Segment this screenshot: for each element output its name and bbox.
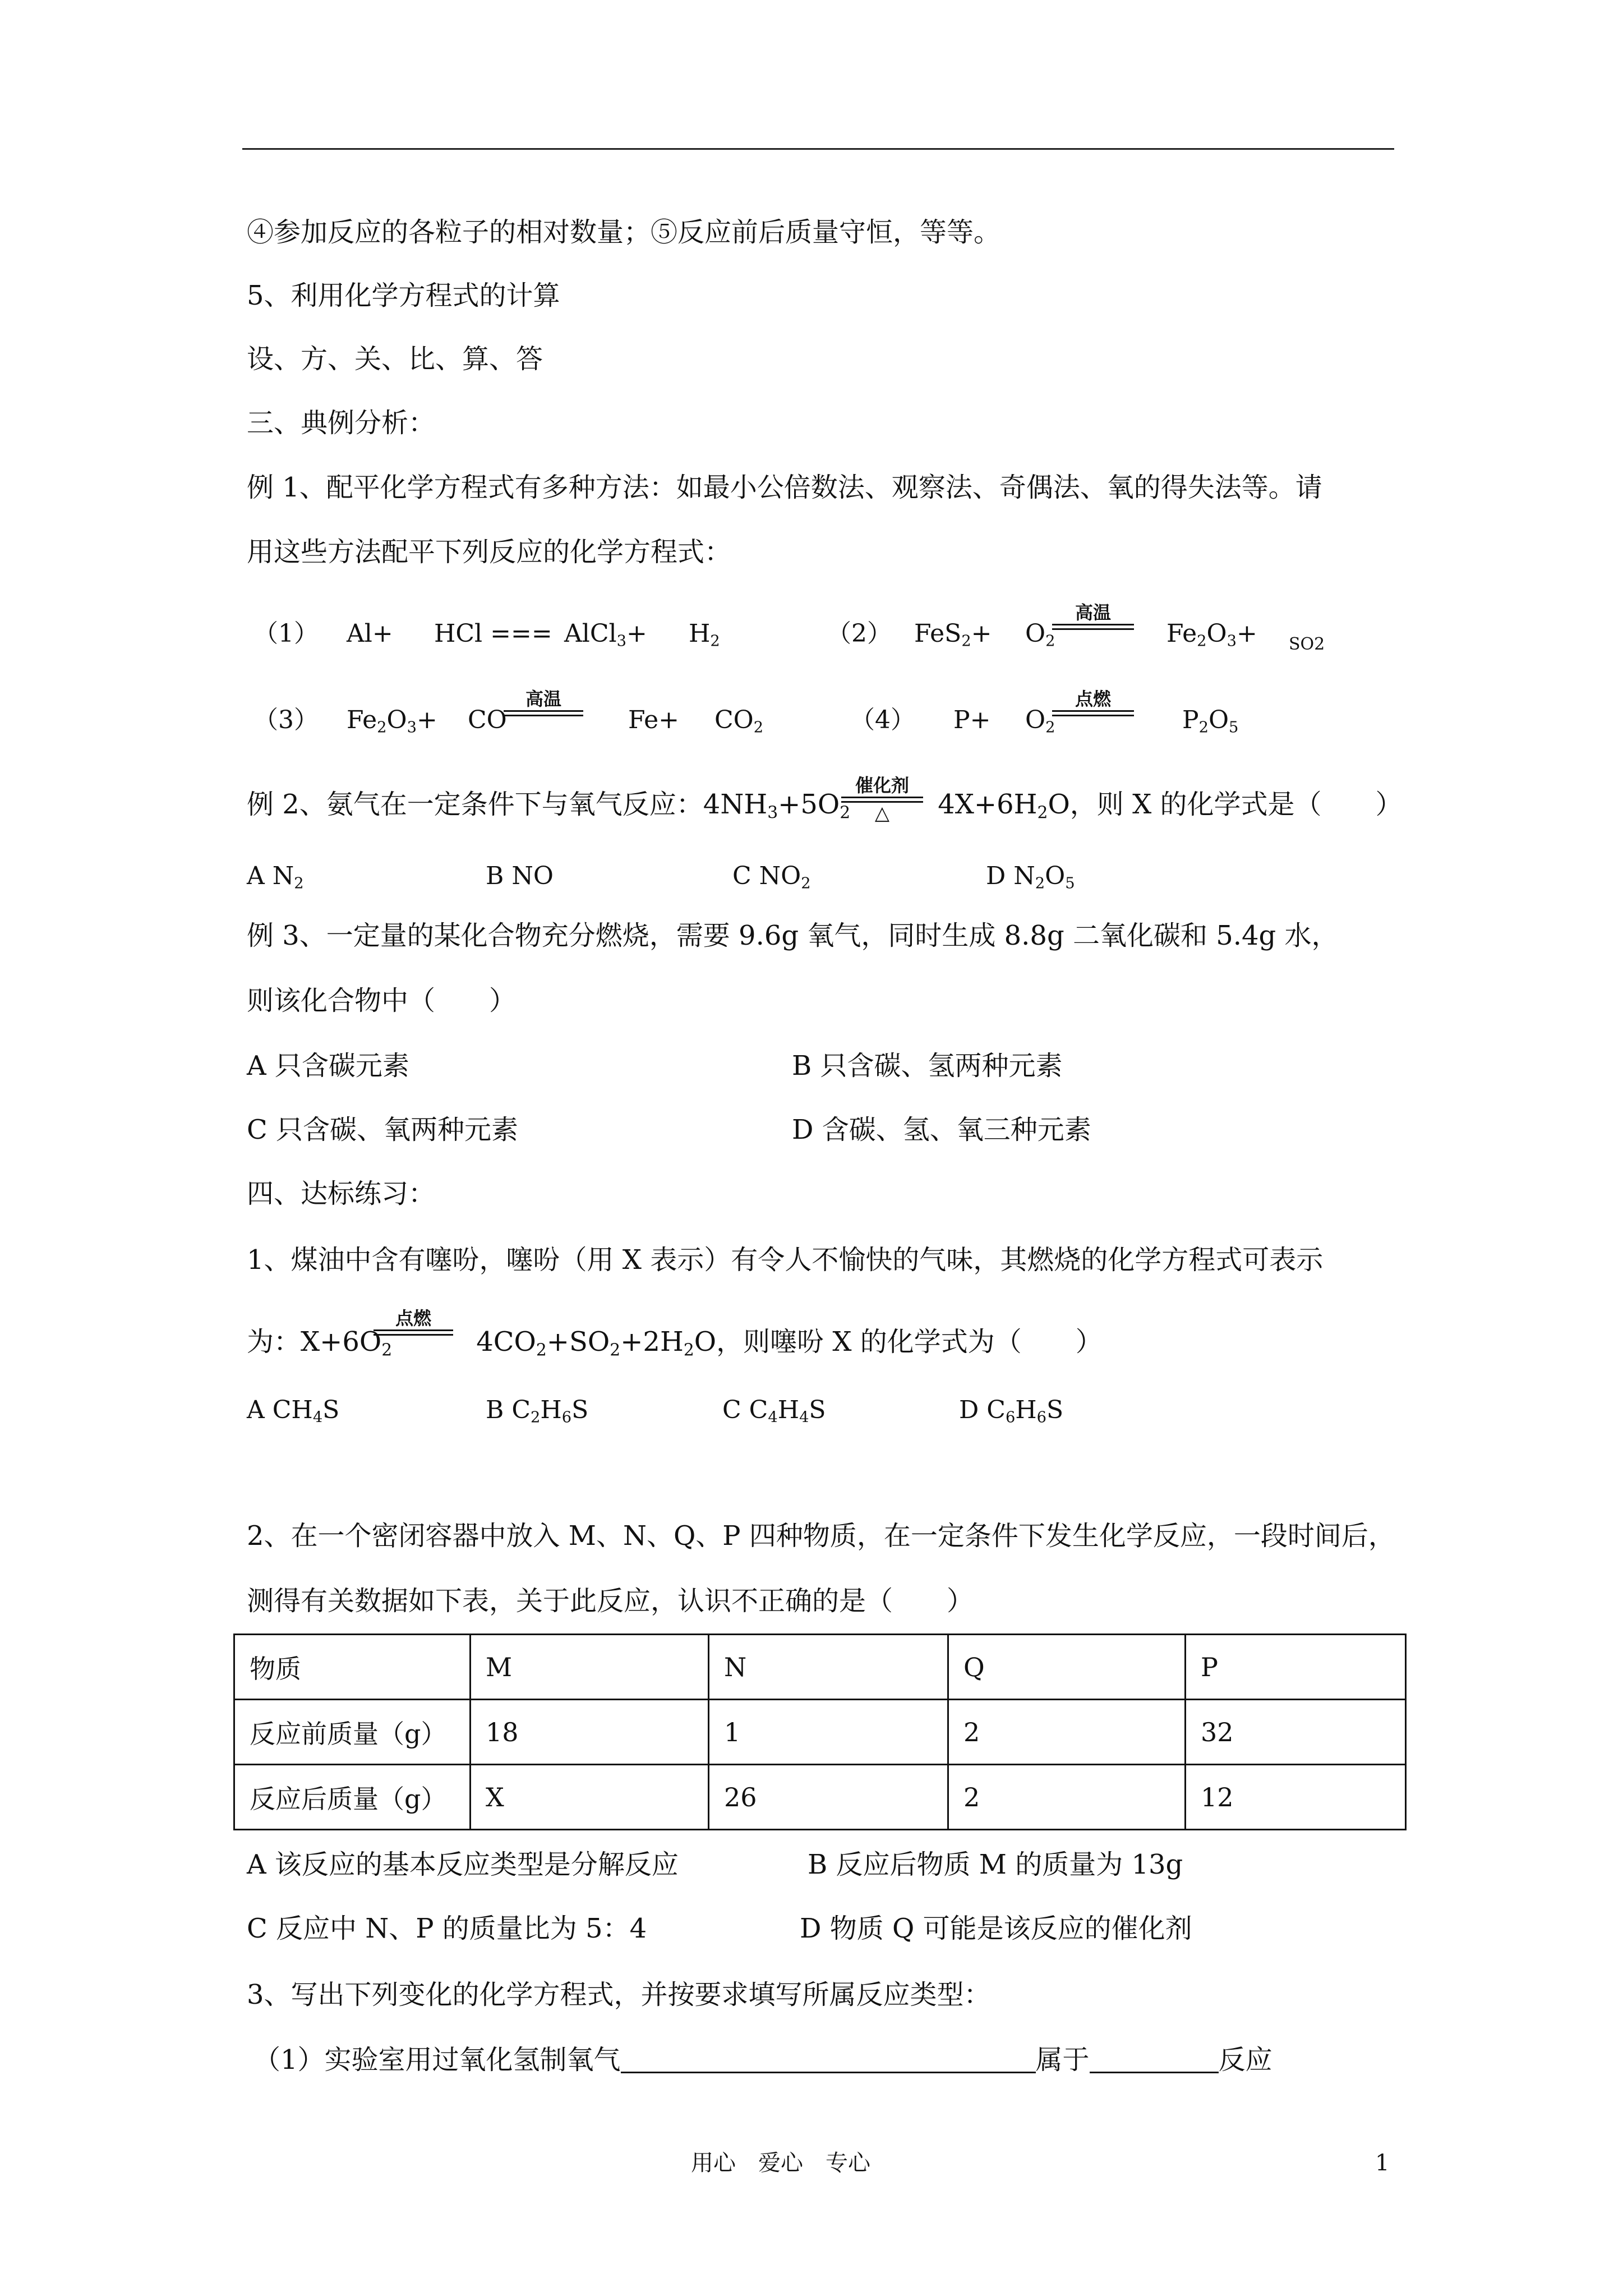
option-c[interactable]: C $NO_2$	[732, 862, 811, 892]
equation-4-term: P+	[953, 706, 991, 734]
option-b[interactable]: B NO	[486, 862, 554, 890]
table-row	[234, 1765, 1406, 1830]
reaction-type-blank[interactable]	[1090, 2049, 1219, 2073]
reaction-condition-arrow	[504, 690, 583, 716]
option-a[interactable]: A $CH_4S$	[247, 1396, 340, 1427]
condition-label: 高温	[525, 688, 561, 710]
equation-3-term: $Fe_2O_3+$	[347, 706, 437, 737]
question-3-sub-1: （1）实验室用过氧化氢制氧气 属于 反应	[253, 2044, 1272, 2076]
example-3-text: 则该化合物中（ ）	[247, 985, 517, 1016]
option-d[interactable]: D 物质 Q 可能是该反应的催化剂	[800, 1913, 1192, 1944]
equals-bar	[504, 710, 583, 716]
mass-data-table	[233, 1634, 1407, 1830]
example-1-text: 例 1、配平化学方程式有多种方法：如最小公倍数法、观察法、奇偶法、氧的得失法等。请	[247, 472, 1322, 503]
option-c[interactable]: C 反应中 N、P 的质量比为 5：4	[247, 1913, 647, 1944]
option-b[interactable]: B $C_2H_6S$	[486, 1396, 589, 1427]
option-b[interactable]: B 只含碳、氢两种元素	[792, 1050, 1063, 1082]
equation-3-term: Fe+	[628, 706, 680, 734]
table-header-cell: 物质	[234, 1635, 471, 1700]
equation-3-term: CO	[468, 706, 507, 734]
equals-bar	[1052, 624, 1134, 630]
table-header-cell: P	[1186, 1635, 1406, 1700]
equation-1-term: AlCl$_3$+	[564, 619, 647, 650]
table-cell: 26	[709, 1765, 948, 1830]
example-1-text: 用这些方法配平下列反应的化学方程式：	[247, 536, 732, 568]
equation-4-term: $O_2$	[1025, 706, 1055, 737]
equation-2-term: FeS$_2$+	[914, 619, 992, 650]
table-cell: 12	[1186, 1765, 1406, 1830]
page-number: 1	[1375, 2150, 1390, 2176]
section-heading: 5、利用化学方程式的计算	[247, 280, 560, 311]
equation-1-number: （1）	[253, 619, 319, 648]
question-1-text: 1、煤油中含有噻吩，噻吩（用 X 表示）有令人不愉快的气味，其燃烧的化学方程式可表示	[247, 1244, 1324, 1276]
condition-label: 催化剂	[855, 775, 909, 796]
equation-2-term: $O_2$	[1025, 619, 1055, 650]
condition-label: 点燃	[1075, 688, 1111, 710]
equation-2-number: （2）	[827, 619, 892, 648]
section-heading: 三、典例分析：	[247, 407, 436, 439]
table-header-cell: Q	[948, 1635, 1186, 1700]
equation-1-term: $H_2$	[689, 619, 720, 650]
header-rule	[242, 148, 1394, 150]
question-2-text: 测得有关数据如下表，关于此反应，认识不正确的是（ ）	[247, 1585, 974, 1617]
table-row	[234, 1635, 1406, 1700]
equation-4-term: $P_2O_5$	[1182, 706, 1239, 737]
table-cell: 2	[948, 1765, 1186, 1830]
equation-2-term: SO2	[1289, 634, 1325, 654]
equals-bar	[374, 1329, 453, 1336]
condition-label: 高温	[1075, 602, 1111, 623]
equals-bar	[1052, 710, 1134, 716]
equation-1-term: HCl ===	[434, 619, 552, 648]
reaction-condition-arrow	[1052, 604, 1134, 630]
example-3-text: 例 3、一定量的某化合物充分燃烧，需要 9.6g 氧气，同时生成 8.8g 二氧化碳和 5.4g 水，	[247, 920, 1339, 951]
equation-3-term: $CO_2$	[714, 706, 764, 737]
catalyst-condition-arrow	[841, 776, 923, 823]
table-cell: 18	[471, 1700, 709, 1765]
option-a[interactable]: A 该反应的基本反应类型是分解反应	[247, 1849, 679, 1880]
equation-4-number: （4）	[850, 706, 915, 734]
question-3-text: 3、写出下列变化的化学方程式，并按要求填写所属反应类型：	[247, 1979, 991, 2010]
equation-1-term: Al+	[347, 619, 393, 648]
table-row	[234, 1700, 1406, 1765]
paragraph: ④参加反应的各粒子的相对数量；⑤反应前后质量守恒，等等。	[247, 217, 1001, 248]
equation-2-term: $Fe_2O_3+$	[1166, 619, 1257, 650]
footer-motto: 用心 爱心 专心	[691, 2150, 870, 2176]
option-c[interactable]: C $C_4H_4S$	[722, 1396, 826, 1427]
section-heading: 四、达标练习：	[247, 1178, 436, 1209]
equation-3-number: （3）	[253, 706, 319, 734]
option-d[interactable]: D $C_6H_6S$	[959, 1396, 1064, 1427]
answer-blank[interactable]	[621, 2049, 1036, 2073]
table-header-cell: M	[471, 1635, 709, 1700]
table-cell: 反应前质量（g）	[234, 1700, 471, 1765]
condition-label: 点燃	[395, 1308, 431, 1329]
option-d[interactable]: D $N_2O_5$	[986, 862, 1075, 892]
question-2-text: 2、在一个密闭容器中放入 M、N、Q、P 四种物质，在一定条件下发生化学反应，一段时间后，	[247, 1520, 1395, 1552]
reaction-condition-arrow	[374, 1309, 453, 1336]
table-cell: 2	[948, 1700, 1186, 1765]
option-b[interactable]: B 反应后物质 M 的质量为 13g	[808, 1849, 1183, 1880]
question-1-equation: 为：$X+6O_2$ $4CO_2+SO_2+2H_2O$，则噻吩 X 的化学式为（ ）	[247, 1326, 1103, 1360]
option-a[interactable]: A $N_2$	[247, 862, 304, 892]
table-cell: 32	[1186, 1700, 1406, 1765]
option-a[interactable]: A 只含碳元素	[247, 1050, 409, 1082]
reaction-condition-arrow	[1052, 690, 1134, 716]
example-2-text: 例 2、氨气在一定条件下与氧气反应：$4NH_3+5O_2$ $4X+6H_2O$，则 X 的化学式是（ ）	[247, 789, 1403, 823]
table-cell: X	[471, 1765, 709, 1830]
table-cell: 1	[709, 1700, 948, 1765]
table-cell: 反应后质量（g）	[234, 1765, 471, 1830]
heat-symbol: △	[874, 802, 890, 825]
option-c[interactable]: C 只含碳、氧两种元素	[247, 1114, 518, 1145]
option-d[interactable]: D 含碳、氢、氧三种元素	[792, 1114, 1091, 1145]
table-header-cell: N	[709, 1635, 948, 1700]
paragraph: 设、方、关、比、算、答	[247, 343, 543, 375]
